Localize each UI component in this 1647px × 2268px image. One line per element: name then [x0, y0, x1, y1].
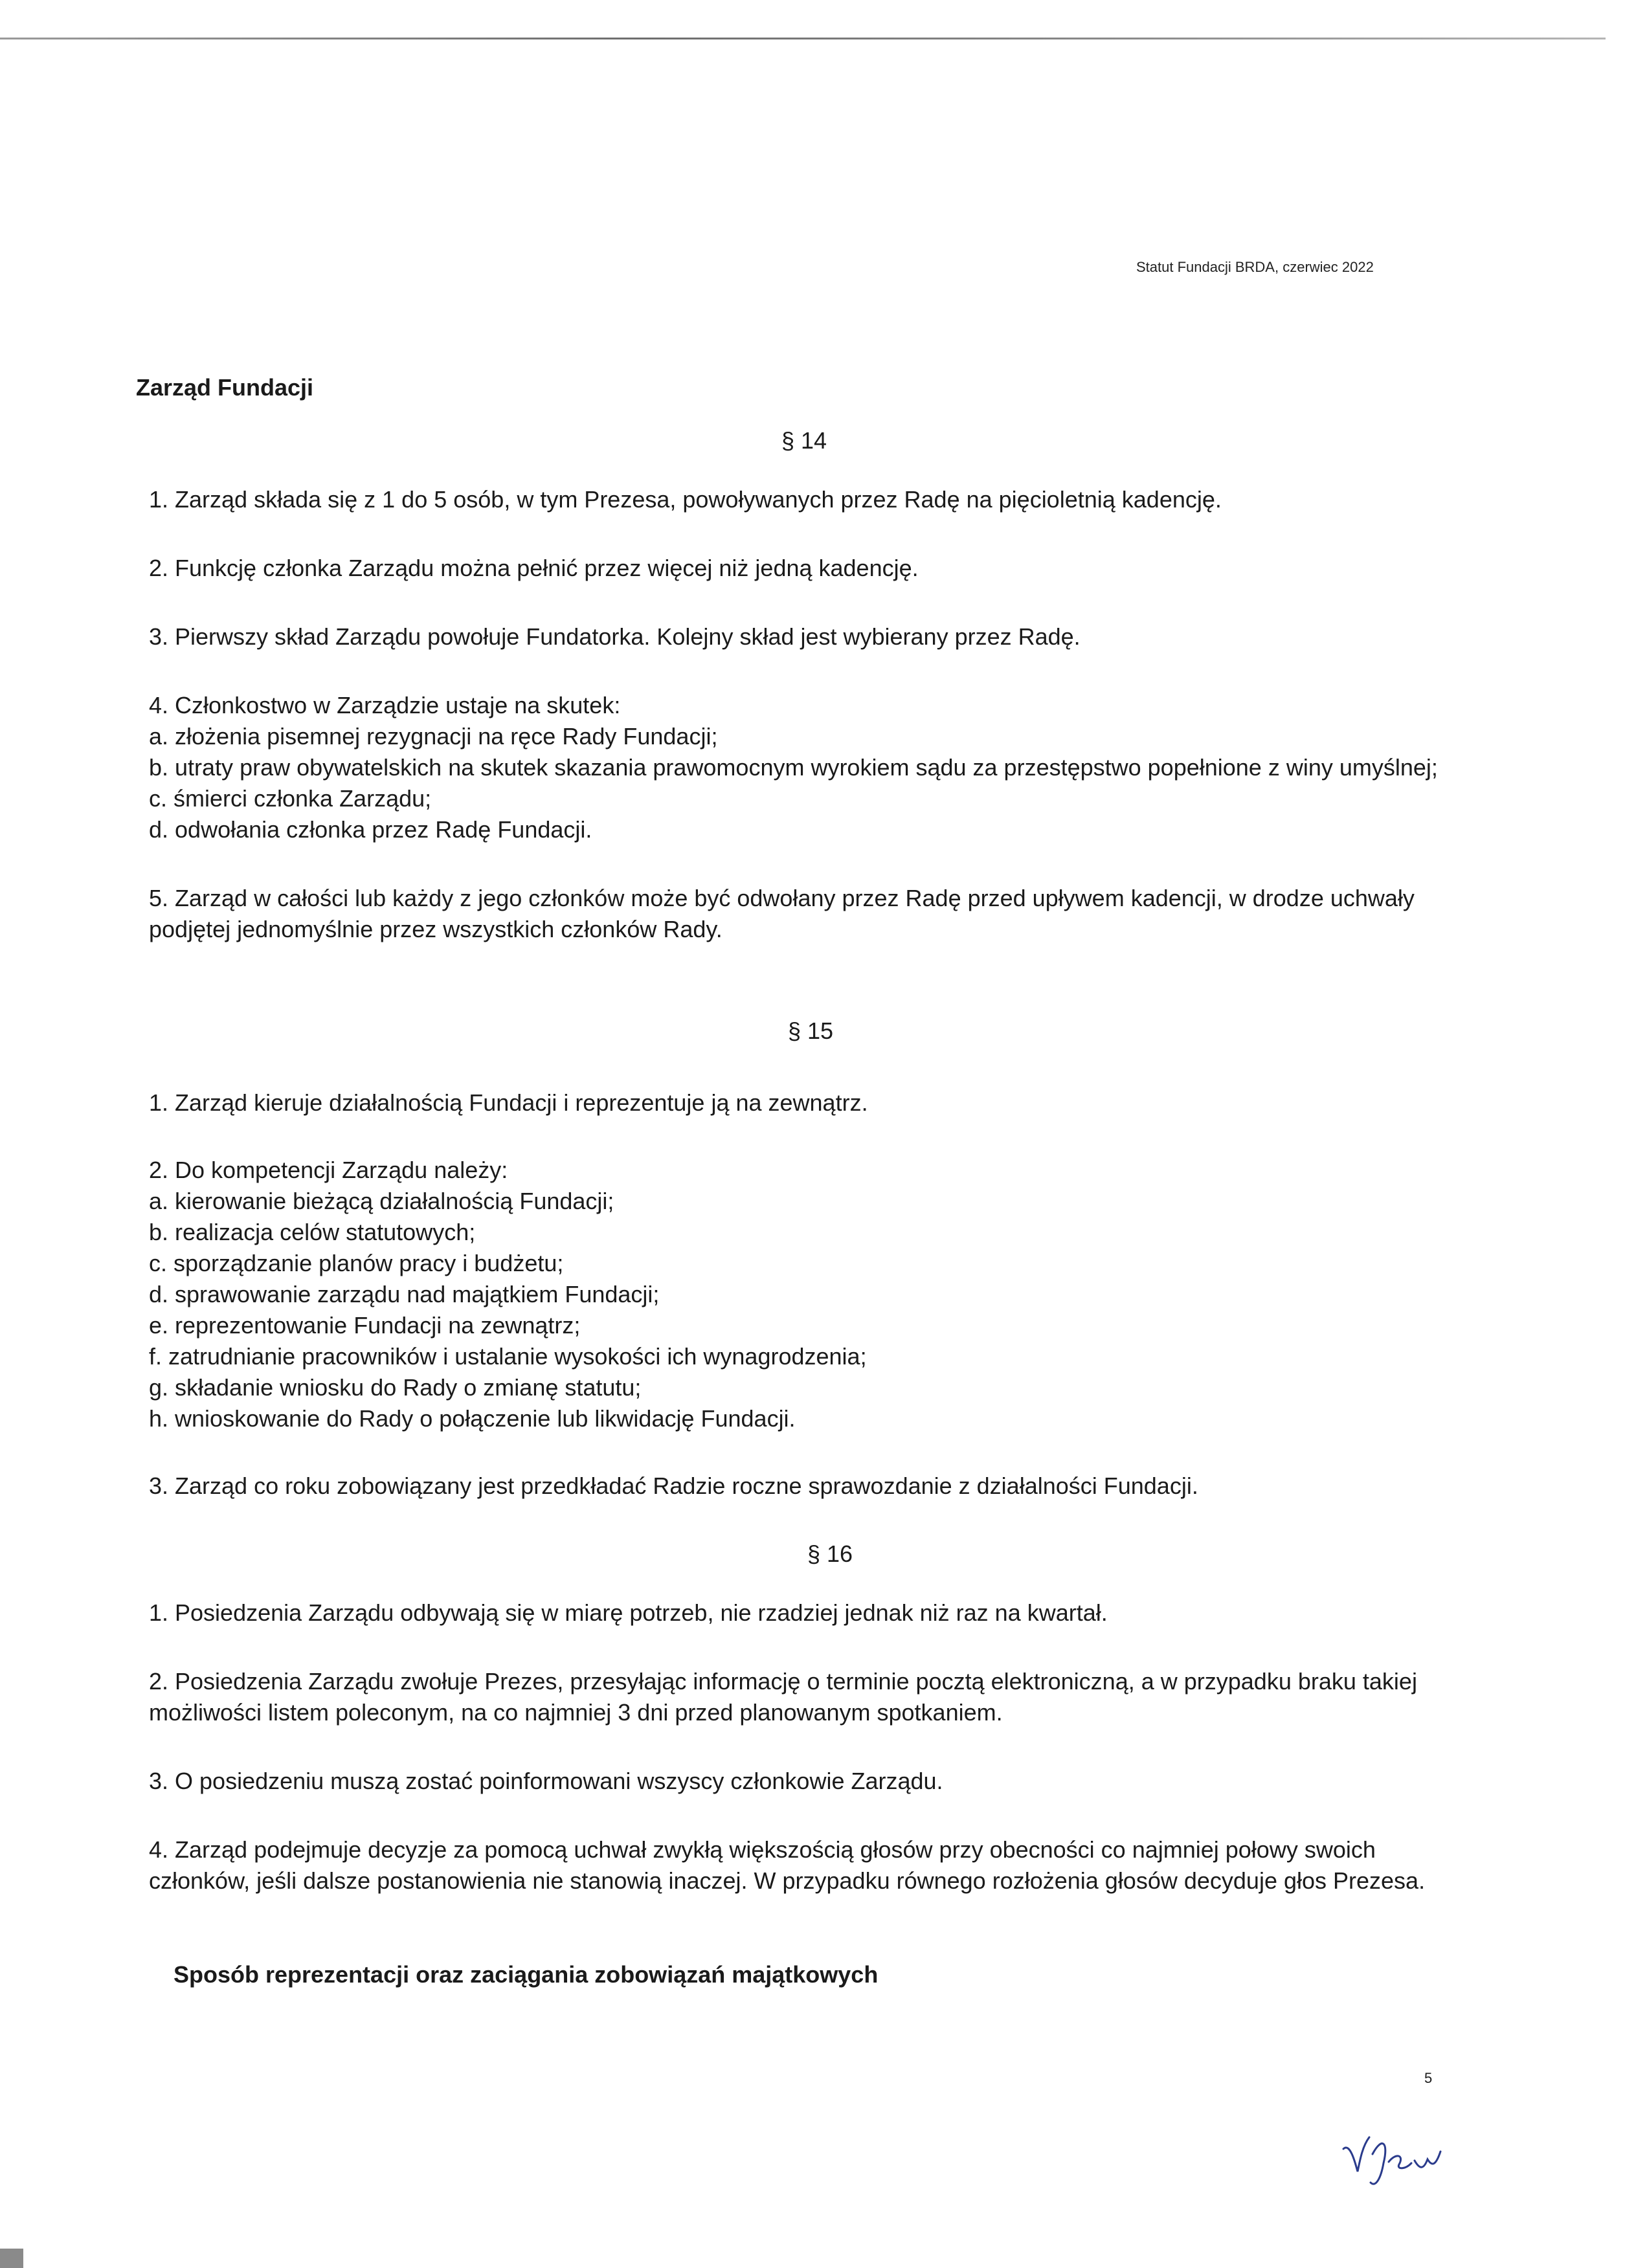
page-number: 5 — [1424, 2070, 1433, 2086]
list-item: 3. O posiedzeniu muszą zostać poinformowani wszyscy członkowie Zarządu. — [149, 1768, 943, 1794]
paragraph-15-list — [149, 1087, 1476, 1502]
list-item: 1. Zarząd kieruje działalnością Fundacji i reprezentuje ją na zewnątrz. — [149, 1089, 868, 1116]
sub-item: d. sprawowanie zarządu nad majątkiem Fundacji; — [149, 1281, 660, 1307]
scan-corner-mark — [0, 2249, 23, 2268]
running-header: Statut Fundacji BRDA, czerwiec 2022 — [1136, 259, 1374, 275]
scan-edge-line — [0, 38, 1606, 39]
paragraph-16-list — [149, 1597, 1476, 1896]
list-item: 5. Zarząd w całości lub każdy z jego członków może być odwołany przez Radę przed upływem kadencji, w drodze uchwały podjętej jednomyślnie przez wszystkich członków Rady. — [149, 885, 1415, 942]
paragraph-mark-15: § 15 — [787, 1017, 834, 1044]
section-heading-reprezentacja: Sposób reprezentacji oraz zaciągania zobowiązań majątkowych — [174, 1961, 879, 1988]
paragraph-14-list — [149, 484, 1476, 945]
sub-item: c. śmierci członka Zarządu; — [149, 785, 432, 812]
sub-item: b. utraty praw obywatelskich na skutek skazania prawomocnym wyrokiem sądu za przestępstwo popełnione z winy umyślnej; — [149, 754, 1438, 781]
sub-item: a. kierowanie bieżącą działalnością Fundacji; — [149, 1188, 614, 1214]
list-item: 3. Pierwszy skład Zarządu powołuje Fundatorka. Kolejny skład jest wybierany przez Radę. — [149, 623, 1081, 650]
sub-item: g. składanie wniosku do Rady o zmianę statutu; — [149, 1374, 642, 1401]
list-item: 1. Zarząd składa się z 1 do 5 osób, w tym Prezesa, powoływanych przez Radę na pięcioletnią kadencję. — [149, 486, 1222, 513]
list-item: 4. Członkostwo w Zarządzie ustaje na skutek: — [149, 692, 621, 718]
list-item: 2. Posiedzenia Zarządu zwołuje Prezes, przesyłając informację o terminie pocztą elektroniczną, a w przypadku braku takiej możliwości listem poleconym, na co najmniej 3 dni przed planowanym spotkaniem. — [149, 1668, 1417, 1726]
section-heading-zarzad: Zarząd Fundacji — [136, 374, 314, 401]
paragraph-mark-16: § 16 — [807, 1540, 853, 1567]
handwritten-signature-icon — [1337, 2123, 1453, 2194]
paragraph-mark-14: § 14 — [781, 427, 827, 454]
list-item: 2. Funkcję członka Zarządu można pełnić przez więcej niż jedną kadencję. — [149, 555, 919, 581]
sub-item: d. odwołania członka przez Radę Fundacji. — [149, 816, 592, 843]
sub-item: a. złożenia pisemnej rezygnacji na ręce Rady Fundacji; — [149, 723, 718, 750]
sub-item: b. realizacja celów statutowych; — [149, 1219, 476, 1245]
list-item: 2. Do kompetencji Zarządu należy: — [149, 1157, 508, 1183]
sub-item: h. wnioskowanie do Rady o połączenie lub likwidację Fundacji. — [149, 1405, 796, 1432]
list-item: 4. Zarząd podejmuje decyzje za pomocą uchwał zwykłą większością głosów przy obecności co najmniej połowy swoich członków, jeśli dalsze postanowienia nie stanowią inaczej. W przypadku równego rozłożenia głosów decyduje głos Prezesa. — [149, 1836, 1426, 1894]
sub-item: e. reprezentowanie Fundacji na zewnątrz; — [149, 1312, 581, 1339]
list-item: 1. Posiedzenia Zarządu odbywają się w miarę potrzeb, nie rzadziej jednak niż raz na kwartał. — [149, 1599, 1108, 1626]
sub-item: f. zatrudnianie pracowników i ustalanie wysokości ich wynagrodzenia; — [149, 1343, 867, 1370]
list-item: 3. Zarząd co roku zobowiązany jest przedkładać Radzie roczne sprawozdanie z działalności Fundacji. — [149, 1473, 1198, 1499]
sub-item: c. sporządzanie planów pracy i budżetu; — [149, 1250, 564, 1276]
